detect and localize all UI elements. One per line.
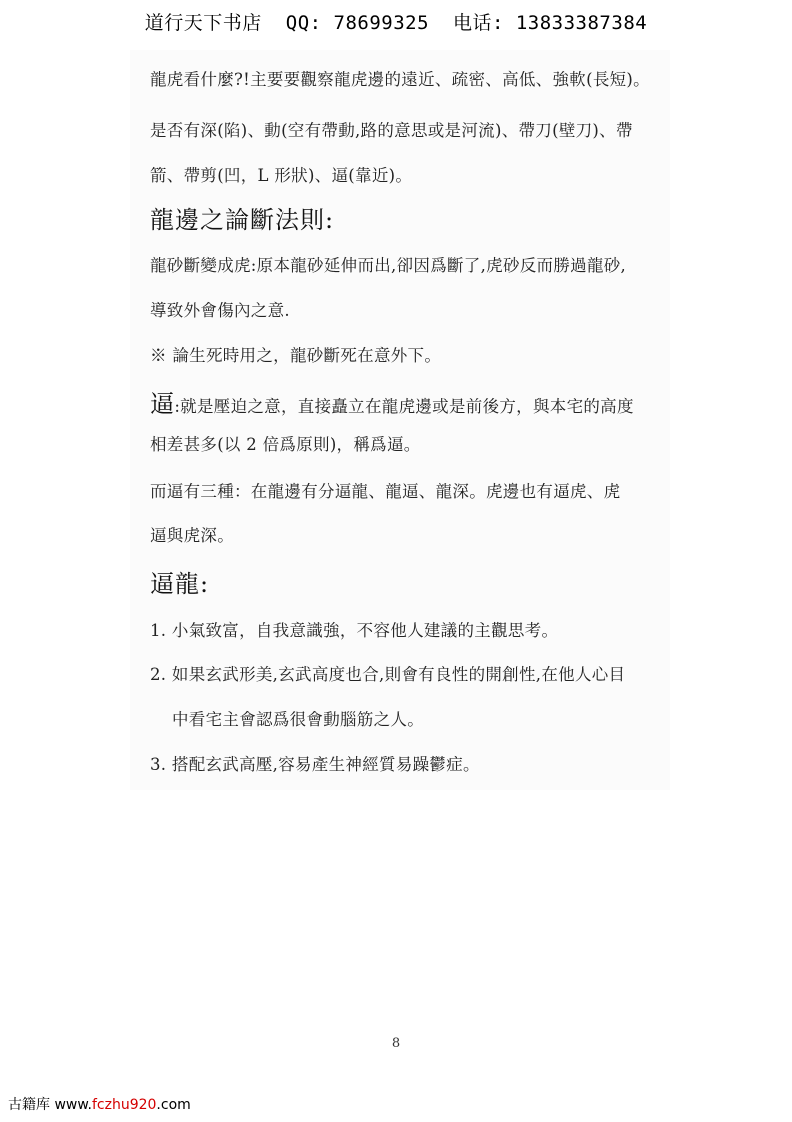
list-item: 1. 小氣致富，自我意識強，不容他人建議的主觀思考。 [150,621,559,640]
paragraph-line: 而逼有三種：在龍邊有分逼龍、龍逼、龍深。虎邊也有逼虎、虎 [150,482,621,501]
qq-number: QQ: 78699325 [285,12,430,34]
store-name: 道行天下书店 [144,12,262,34]
section-heading: 逼龍: [150,570,210,598]
page-header [0,8,792,35]
paragraph-line: 相差甚多(以 2 倍爲原則)，稱爲逼。 [150,435,421,454]
section-heading: 龍邊之論斷法則: [150,206,335,234]
footer-watermark [8,1094,191,1114]
site-name: 古籍库 [8,1097,50,1113]
emphasis-character: 逼 [150,390,175,418]
paragraph-line: 是否有深(陷)、動(空有帶動,路的意思或是河流)、帶刀(壁刀)、帶 [150,121,633,140]
paragraph-text: :就是壓迫之意，直接矗立在龍虎邊或是前後方，與本宅的高度 [174,397,634,416]
paragraph-line [150,384,634,419]
paragraph-line: 龍虎看什麼?!主要要觀察龍虎邊的遠近、疏密、高低、強軟(長短)。 [150,70,650,89]
list-item-continuation: 中看宅主會認爲很會動腦筋之人。 [172,710,424,729]
paragraph-line: 逼與虎深。 [150,526,234,545]
note-line: ※ 論生死時用之，龍砂斷死在意外下。 [150,346,442,365]
paragraph-line: 箭、帶剪(凹，L 形狀)、逼(靠近)。 [150,166,413,185]
phone-number: 电话: 13833387384 [452,12,648,34]
paragraph-line: 龍砂斷變成虎:原本龍砂延伸而出,卻因爲斷了,虎砂反而勝過龍砂, [150,256,627,275]
paragraph-line: 導致外會傷內之意. [150,301,290,320]
list-item: 2. 如果玄武形美,玄武高度也合,則會有良性的開創性,在他人心目 [150,665,626,684]
list-item: 3. 搭配玄武高壓,容易產生神經質易躁鬱症。 [150,755,480,774]
page-number: 8 [391,1036,401,1051]
site-url: www.fczhu920.com [54,1097,191,1113]
